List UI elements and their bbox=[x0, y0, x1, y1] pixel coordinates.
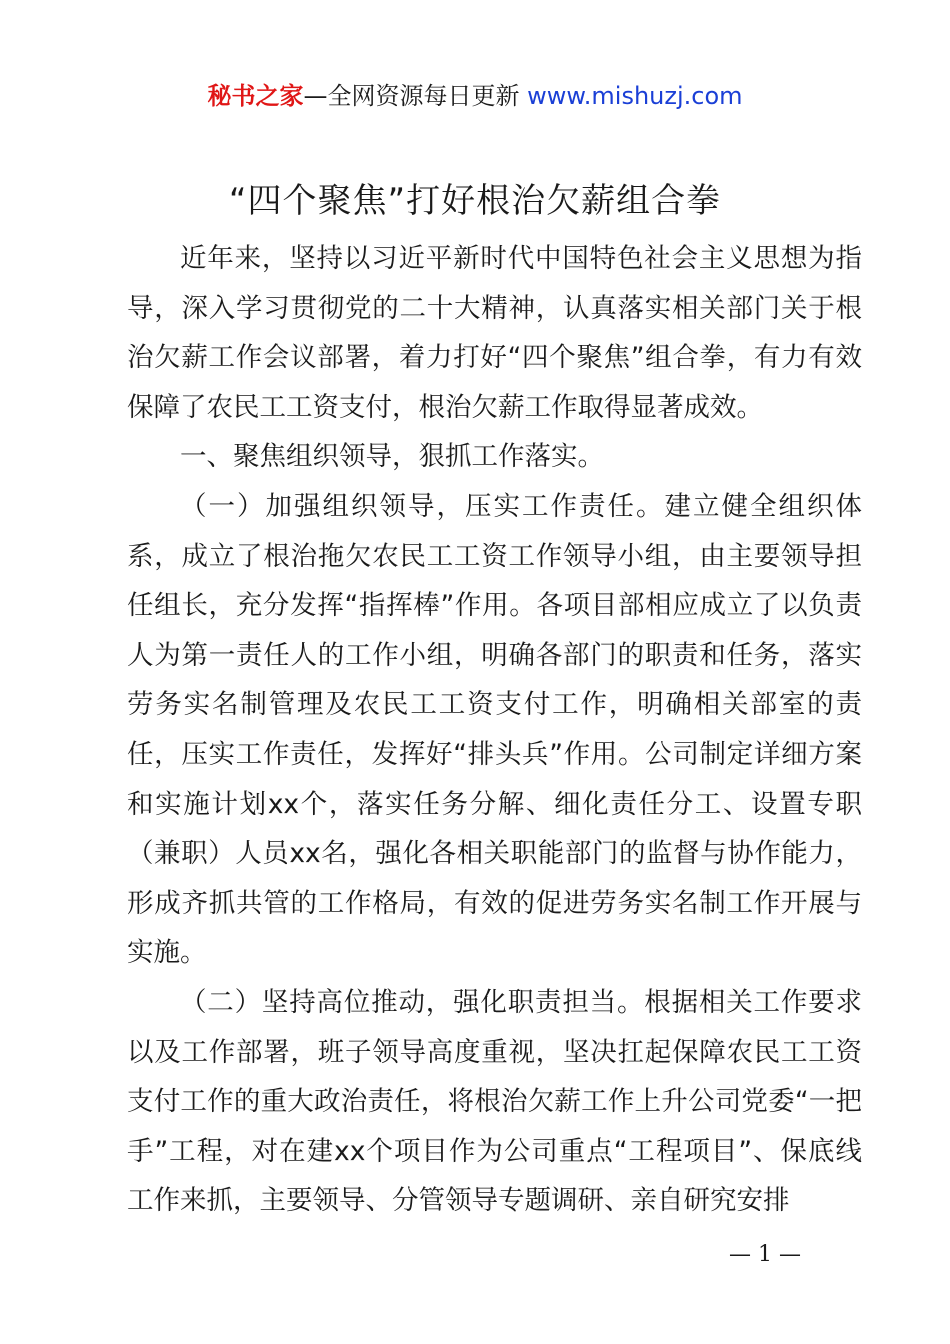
section-heading-1: 一、聚焦组织领导，狠抓工作落实。 bbox=[180, 441, 604, 473]
site-brand: 秘书之家 bbox=[207, 82, 304, 110]
site-tagline: —全网资源每日更新 bbox=[303, 82, 528, 110]
site-header bbox=[0, 78, 950, 114]
paragraph-subsection-2: （二）坚持高位推动，强化职责担当。根据相关工作要求以及工作部署，班子领导高度重视，坚决扛起保障农民工工资支付工作的重大政治责任，将根治欠薪工作上升公司党委“一把手”工程，对在建xx个项目作为公司重点“工程项目”、保底线工作来抓，主要领导、分管领导专题调研、亲自研究安排 bbox=[127, 986, 862, 1217]
paragraph-intro: 近年来，坚持以习近平新时代中国特色社会主义思想为指导，深入学习贯彻党的二十大精神，认真落实相关部门关于根治欠薪工作会议部署，着力打好“四个聚焦”组合拳，有力有效保障了农民工工资支付，根治欠薪工作取得显著成效。 bbox=[127, 243, 862, 423]
document-body bbox=[127, 234, 862, 1226]
document-title: “四个聚焦”打好根治欠薪组合拳 bbox=[228, 181, 722, 221]
site-url: www.mishuzj.com bbox=[527, 82, 743, 110]
paragraph-subsection-1: （一）加强组织领导，压实工作责任。建立健全组织体系，成立了根治拖欠农民工工资工作领导小组，由主要领导担任组长，充分发挥“指挥棒”作用。各项目部相应成立了以负责人为第一责任人的工作小组，明确各部门的职责和任务，落实劳务实名制管理及农民工工资支付工作，明确相关部室的责任，压实工作责任，发挥好“排头兵”作用。公司制定详细方案和实施计划xx个，落实任务分解、细化责任分工、设置专职（兼职）人员xx名，强化各相关职能部门的监督与协作能力，形成齐抓共管的工作格局，有效的促进劳务实名制工作开展与实施。 bbox=[127, 490, 862, 969]
page-number: — 1 — bbox=[729, 1242, 801, 1267]
